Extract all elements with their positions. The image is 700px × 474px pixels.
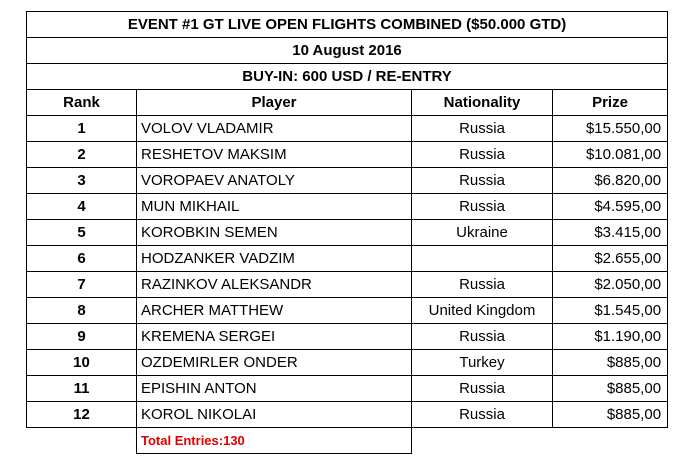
rank-cell: 8 — [27, 298, 137, 324]
prize-cell: $1.190,00 — [553, 324, 668, 350]
table-row — [27, 272, 668, 298]
footer-spacer — [553, 428, 668, 454]
nationality-cell: United Kingdom — [412, 298, 553, 324]
nationality-cell: Turkey — [412, 350, 553, 376]
event-title: EVENT #1 GT LIVE OPEN FLIGHTS COMBINED ($50.000 GTD) — [27, 12, 668, 38]
footer-spacer — [412, 428, 553, 454]
table-row — [27, 376, 668, 402]
player-cell: VOROPAEV ANATOLY — [137, 168, 412, 194]
player-cell: KREMENA SERGEI — [137, 324, 412, 350]
table-row — [27, 350, 668, 376]
column-header-nationality: Nationality — [412, 90, 553, 116]
table-row — [27, 194, 668, 220]
prize-cell: $15.550,00 — [553, 116, 668, 142]
table-row — [27, 298, 668, 324]
column-header-player: Player — [137, 90, 412, 116]
column-header-prize: Prize — [553, 90, 668, 116]
table-row — [27, 324, 668, 350]
rank-cell: 12 — [27, 402, 137, 428]
title-row — [27, 12, 668, 38]
player-cell: EPISHIN ANTON — [137, 376, 412, 402]
nationality-cell: Russia — [412, 376, 553, 402]
prize-cell: $1.545,00 — [553, 298, 668, 324]
player-cell: MUN MIKHAIL — [137, 194, 412, 220]
nationality-cell: Russia — [412, 324, 553, 350]
table-row — [27, 220, 668, 246]
prize-cell: $885,00 — [553, 350, 668, 376]
player-cell: HODZANKER VADZIM — [137, 246, 412, 272]
event-buyin: BUY-IN: 600 USD / RE-ENTRY — [27, 64, 668, 90]
table-row — [27, 168, 668, 194]
prize-cell: $4.595,00 — [553, 194, 668, 220]
result-rows — [27, 116, 668, 428]
rank-cell: 11 — [27, 376, 137, 402]
player-cell: ARCHER MATTHEW — [137, 298, 412, 324]
header-row — [27, 90, 668, 116]
rank-cell: 7 — [27, 272, 137, 298]
nationality-cell: Russia — [412, 402, 553, 428]
player-cell: VOLOV VLADAMIR — [137, 116, 412, 142]
nationality-cell: Russia — [412, 168, 553, 194]
prize-cell: $2.655,00 — [553, 246, 668, 272]
player-cell: RESHETOV MAKSIM — [137, 142, 412, 168]
table-row — [27, 402, 668, 428]
prize-cell: $3.415,00 — [553, 220, 668, 246]
player-cell: RAZINKOV ALEKSANDR — [137, 272, 412, 298]
footer-empty-cell — [27, 428, 137, 454]
nationality-cell: Russia — [412, 116, 553, 142]
rank-cell: 1 — [27, 116, 137, 142]
nationality-cell: Russia — [412, 142, 553, 168]
rank-cell: 2 — [27, 142, 137, 168]
event-date: 10 August 2016 — [27, 38, 668, 64]
table-row — [27, 116, 668, 142]
total-entries: Total Entries:130 — [137, 428, 412, 454]
prize-cell: $885,00 — [553, 402, 668, 428]
nationality-cell: Russia — [412, 272, 553, 298]
rank-cell: 10 — [27, 350, 137, 376]
results-table — [26, 11, 668, 454]
rank-cell: 5 — [27, 220, 137, 246]
table-row — [27, 246, 668, 272]
prize-cell: $6.820,00 — [553, 168, 668, 194]
results-sheet — [26, 11, 668, 454]
rank-cell: 9 — [27, 324, 137, 350]
nationality-cell — [412, 246, 553, 272]
rank-cell: 6 — [27, 246, 137, 272]
table-row — [27, 142, 668, 168]
rank-cell: 3 — [27, 168, 137, 194]
rank-cell: 4 — [27, 194, 137, 220]
nationality-cell: Ukraine — [412, 220, 553, 246]
player-cell: KOROBKIN SEMEN — [137, 220, 412, 246]
player-cell: KOROL NIKOLAI — [137, 402, 412, 428]
prize-cell: $2.050,00 — [553, 272, 668, 298]
player-cell: OZDEMIRLER ONDER — [137, 350, 412, 376]
footer-row — [27, 428, 668, 454]
column-header-rank: Rank — [27, 90, 137, 116]
date-row — [27, 38, 668, 64]
buyin-row — [27, 64, 668, 90]
nationality-cell: Russia — [412, 194, 553, 220]
prize-cell: $885,00 — [553, 376, 668, 402]
prize-cell: $10.081,00 — [553, 142, 668, 168]
